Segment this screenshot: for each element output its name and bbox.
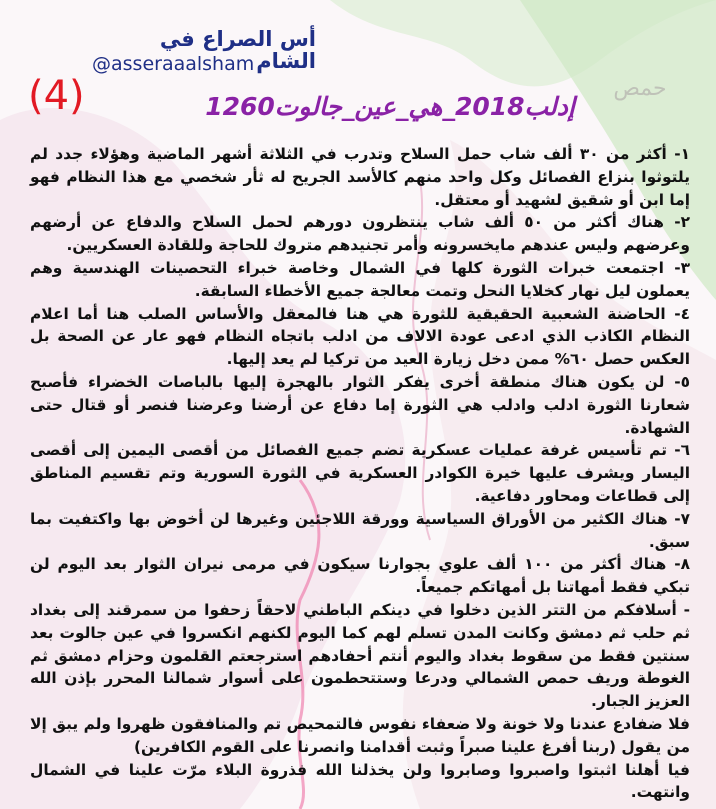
paragraph-5: ٥- لن يكون هناك منطقة أخرى يفكر الثوار بالهجرة إليها بالباصات الخضراء فأصبح شعارنا الثورة ادلب وادلب هي الثورة إما دفاع عن أرضنا وعرضنا فنصر أو قتال حتى الشهادة. [30,372,690,437]
brand-title: أس الصراع في الشام [159,27,316,73]
paragraph-6: ٦- تم تأسيس غرفة عمليات عسكرية تضم جميع الفصائل من أقصى اليمين إلى أقصى اليسار ويشرف عليها خيرة الكوادر العسكرية في الثورة السورية وتم تقسيم المناطق إلى قطاعات ومحاور دفاعية. [30,441,690,505]
paragraph-3: ٣- اجتمعت خبرات الثورة كلها في الشمال وخاصة خبراء التحصينات الهندسية وهم يعملون ليل نهار كخلايا النحل وتمت معالجة جميع الأخطاء السابقة. [30,258,690,300]
hashtag-title: إدلب2018_هي_عين_جالوت1260 [205,92,575,121]
part-number: (4) [28,73,85,119]
paragraph-4: ٤- الحاضنة الشعبية الحقيقية للثورة هي هنا فالمعقل والأساس الصلب هنا أما اعلام النظام الكاذب الذي ادعى عودة الالاف من ادلب باتجاه النظام فهو عار عن الصحة بل العكس حصل ٦٠% ممن دخل زيارة العيد من تركيا لم يعد إليها. [30,304,690,369]
paragraph-2: ٢- هناك أكثر من ٥٠ ألف شاب ينتظرون دورهم لحمل السلاح والدفاع عن أرضهم وعرضهم وليس عندهم مايخسرونه وأمر تجنيدهم متروك للحاجة وللقادة العسكريين. [30,213,690,255]
paragraph-7: ٧- هناك الكثير من الأوراق السياسية وورقة اللاجئين وغيرها لن أخوض بها واكتفيت بما سبق. [30,509,690,551]
paragraph-10: فلا ضفادع عندنا ولا خونة ولا ضعفاء نفوس فالتمحيص تم والمنافقون ظهروا ولم يبق إلا من يقول (ربنا أفرغ علينا صبراً وثبت أقدامنا وانصرنا على القوم الكافرين) [30,714,690,756]
paragraph-8: ٨- هناك أكثر من ١٠٠ ألف علوي بجوارنا سيكون في مرمى نيران الثوار بعد اليوم لن تبكي فقط أمهاتنا بل أمهاتكم جميعاً. [30,555,691,597]
article-body [30,143,690,804]
map-label-homs: حمص [613,76,667,101]
paragraph-9: - أسلافكم من التتر الذين دخلوا في دينكم الباطني لاحقاً زحفوا من سمرقند إلى بغداد ثم حلب ثم دمشق وكانت المدن تسلم لهم كما اليوم لكنهم انكسروا في عين جالوت بعد سنتين فقط من سقوط بغداد واليوم أنتم أحفادهم استرجعتم القلمون وحزام دمشق ثم الغوطة وريف حمص الشمالي ودرعا وستتحطمون على أسوار شمالنا المحرر بإذن الله العزيز الجبار. [30,600,690,711]
paragraph-11: فيا أهلنا اثبتوا واصبروا وصابروا ولن يخذلنا الله فذروة البلاء مرّت علينا في الشمال وانتهت. [30,760,690,802]
brand-handle: @asseraaalsham [92,53,255,75]
paragraph-1: ١- أكثر من ٣٠ ألف شاب حمل السلاح وتدرب في الثلاثة أشهر الماضية وهؤلاء جدد لم يلتوثوا بنزاع الفصائل وكل واحد منهم كالأسد الجريح له ثأر شخصي مع هذا النظام فهو إما ابن أو شقيق لشهيد أو معتقل. [30,145,690,209]
